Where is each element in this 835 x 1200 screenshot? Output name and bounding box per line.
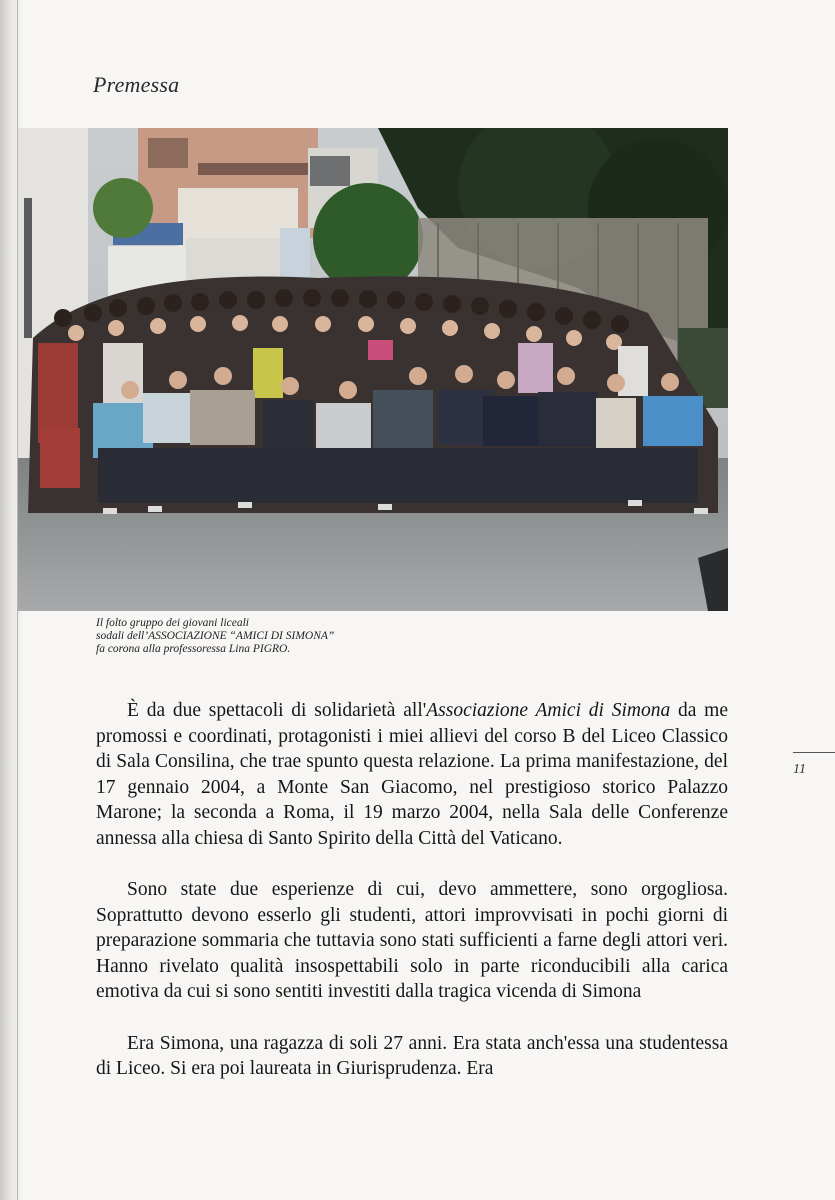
body-text — [96, 698, 728, 1082]
paragraph: Sono state due esperienze di cui, devo ammettere, sono orgogliosa. Soprattutto devono esserlo gli studenti, attori improvvisati in pochi giorni di preparazione sommaria che tuttavia sono stati sufficienti a farne degli attori veri. Hanno rivelato qualità insospettabili solo in parte riconducibili alla carica emotiva da cui si sono sentiti investiti dalla tragica vicenda di Simona — [96, 879, 728, 1002]
group-photo — [18, 128, 728, 611]
paragraph: Era Simona, una ragazza di soli 27 anni. Era stata anch'essa una studentessa di Liceo. Si era poi laureata in Giurisprudenza. Era — [96, 1032, 728, 1079]
paragraph-text: da me promossi e coordinati, protagonisti i miei allievi del corso B del Liceo Classico di Sala Consilina, che trae spunto questa relazione. La prima manifestazione, del 17 gennaio 2004, a Monte San Giacomo, nel prestigioso storico Palazzo Marone; la seconda a Roma, il 19 marzo 2004, nella Sala delle Conferenze annessa alla chiesa di Santo Spirito della Città del Vaticano. — [96, 700, 729, 849]
caption-line: sodali dell’ASSOCIAZIONE “AMICI DI SIMONA” — [96, 630, 335, 642]
caption-line: fa corona alla professoressa Lina PIGRO. — [96, 643, 291, 655]
caption-line: Il folto gruppo dei giovani liceali — [96, 617, 249, 629]
running-header: Premessa — [93, 72, 180, 97]
page-number-rule — [793, 752, 835, 753]
paragraph-text: È da due spettacoli di solidarietà all' — [127, 700, 427, 721]
photo-caption — [96, 617, 436, 656]
association-name: Associazione Amici di Simona — [426, 700, 671, 721]
paragraph — [96, 698, 728, 851]
page-number: 11 — [793, 762, 806, 777]
